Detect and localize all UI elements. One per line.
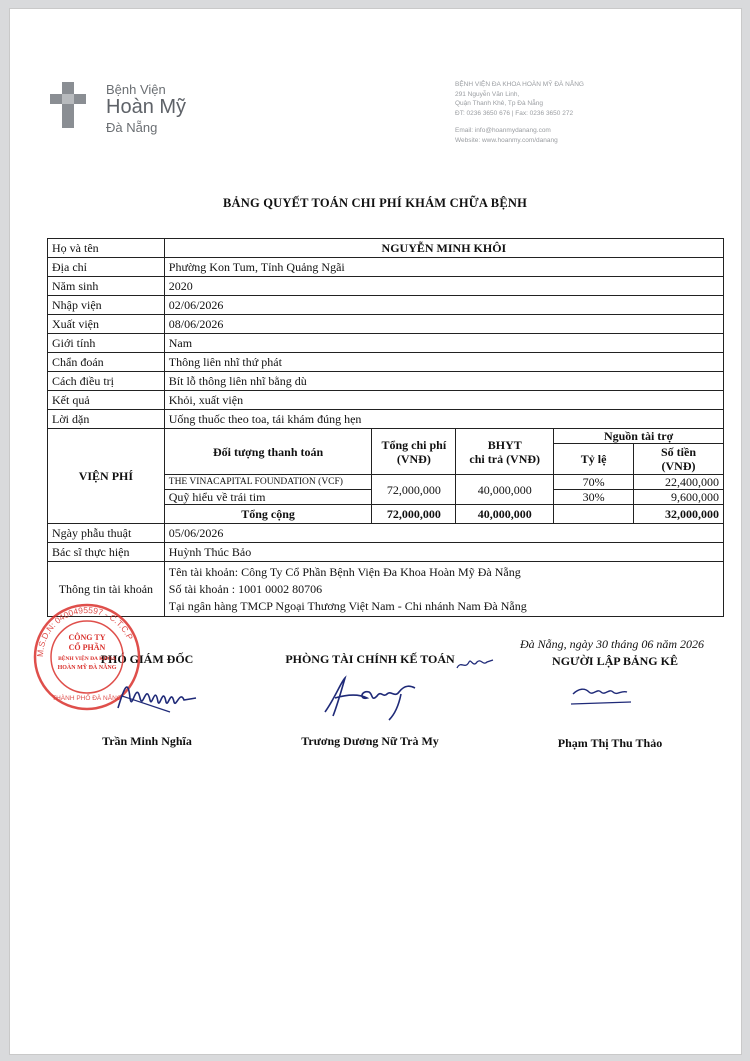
label-doctor: Bác sĩ thực hiện [48,543,165,562]
medical-cross-icon [48,80,96,132]
rate-sum-empty [554,505,634,524]
hospital-contact-info [455,80,715,145]
row-surgery-date [48,524,724,543]
logo-line-1: Bệnh Viện [106,82,166,97]
patient-address: Phường Kon Tum, Tỉnh Quảng Ngãi [164,258,723,277]
signing-date: Đà Nẵng, ngày 30 tháng 06 năm 2026 [520,637,704,651]
label-result: Kết quả [48,391,165,410]
hospital-name: BỆNH VIỆN ĐA KHOA HOÀN MỸ ĐÀ NẴNG [455,81,584,88]
total-cost-sum: 72,000,000 [372,505,456,524]
vice-director-name: Trần Minh Nghĩa [102,734,192,748]
payer-heart-fund: Quỹ hiểu về trái tim [164,490,372,505]
row-result [48,391,724,410]
col-bhyt [456,429,554,475]
stamp-center-4: HOÀN MỸ ĐÀ NẴNG [57,665,117,671]
col-total-cost [372,429,456,475]
label-name: Họ và tên [48,239,165,258]
stamp-center-2: CỔ PHẦN [68,643,106,652]
label-surgery-date: Ngày phẫu thuật [48,524,165,543]
bank-account-number: Số tài khoản : 1001 0002 80706 [168,581,323,596]
col-amount-line2: (VNĐ) [661,459,696,473]
treatment: Bít lỗ thông liên nhĩ bằng dù [164,372,723,391]
hospital-address-1: 291 Nguyễn Văn Linh, [455,90,520,98]
stamp-center-3: BỆNH VIỆN ĐA KHOA [58,656,116,662]
row-doctor [48,543,724,562]
stamp-center-1: CÔNG TY [68,633,106,642]
accounting-initials [455,652,495,674]
label-treatment: Cách điều trị [48,372,165,391]
row-gender [48,334,724,353]
logo-line-2: Hoàn Mỹ [106,96,187,118]
fee-header-row-1 [48,429,724,444]
amount-vcf: 22,400,000 [634,475,724,490]
settlement-table [47,238,724,617]
col-bhyt-line1: BHYT [487,437,522,452]
payer-vcf: THE VINACAPITAL FOUNDATION (VCF) [164,475,372,490]
bhyt-sum: 40,000,000 [456,505,554,524]
preparer-name: Phạm Thị Thu Thảo [557,736,663,750]
col-total-cost-line2: (VNĐ) [396,451,431,466]
document-title: BẢNG QUYẾT TOÁN CHI PHÍ KHÁM CHỮA BỆNH [222,196,528,210]
row-admit [48,296,724,315]
col-sponsor: Nguồn tài trợ [554,429,724,444]
label-address: Địa chỉ [48,258,165,277]
surgery-date: 05/06/2026 [164,524,723,543]
col-bhyt-line2: chi trả (VNĐ) [469,451,541,466]
col-payer: Đối tượng thanh toán [164,429,372,475]
row-address [48,258,724,277]
admit-date: 02/06/2026 [164,296,723,315]
accounting-name: Trương Dương Nữ Trà My [301,734,439,748]
col-total-cost-line1: Tổng chi phí [381,437,447,452]
col-amount [634,444,724,475]
total-cost-value: 72,000,000 [372,475,456,505]
patient-gender: Nam [164,334,723,353]
row-name [48,239,724,258]
col-rate: Tỷ lệ [554,444,634,475]
vice-director-title: PHÓ GIÁM ĐỐC [100,652,194,666]
rate-vcf: 70% [554,475,634,490]
discharge-date: 08/06/2026 [164,315,723,334]
row-bank [48,562,724,617]
advice: Uống thuốc theo toa, tái khám đúng hẹn [164,410,723,429]
preparer-title: NGƯỜI LẬP BẢNG KÊ [552,654,678,668]
row-discharge [48,315,724,334]
patient-birth-year: 2020 [164,277,723,296]
bank-info [164,562,723,617]
amount-sum: 32,000,000 [634,505,724,524]
bank-account-name: Tên tài khoản: Công Ty Cổ Phần Bệnh Viện Đa Khoa Hoàn Mỹ Đà Nẵng [168,564,521,579]
hospital-phone: ĐT: 0236 3650 676 | Fax: 0236 3650 272 [455,109,574,117]
row-birth [48,277,724,296]
amount-heart-fund: 9,600,000 [634,490,724,505]
accounting-signature [315,668,425,724]
accounting-title: PHÒNG TÀI CHÍNH KẾ TOÁN [285,652,455,666]
preparer-signature [565,680,645,714]
result: Khỏi, xuất viện [164,391,723,410]
logo-line-3: Đà Nẵng [106,120,158,135]
stamp-ring-text: M.S.D.N: 0400495597 - C.T.C.P [34,604,136,658]
row-treatment [48,372,724,391]
label-discharge: Xuất viện [48,315,165,334]
label-gender: Giới tính [48,334,165,353]
total-label: Tổng cộng [164,505,372,524]
patient-name: NGUYỄN MINH KHÔI [164,239,723,258]
bhyt-value: 40,000,000 [456,475,554,505]
label-birth: Năm sinh [48,277,165,296]
label-admit: Nhập viện [48,296,165,315]
hospital-email: Email: info@hoanmydanang.com [455,127,551,134]
rate-heart-fund: 30% [554,490,634,505]
fee-section-label: VIỆN PHÍ [48,429,165,524]
col-amount-line1: Số tiền [661,445,697,459]
hospital-website: Website: www.hoanmy.com/danang [455,136,558,144]
doctor-name: Huỳnh Thúc Bảo [164,543,723,562]
vice-director-signature [110,668,200,718]
bank-branch: Tại ngân hàng TMCP Ngoại Thương Việt Nam - Chi nhánh Nam Đà Nẵng [168,598,527,613]
row-diagnosis [48,353,724,372]
stamp-bottom-text: THÀNH PHỐ ĐÀ NẴNG [52,695,122,702]
hospital-logo [48,80,208,140]
label-diagnosis: Chẩn đoán [48,353,165,372]
label-bank: Thông tin tài khoản [48,562,165,617]
row-advice [48,410,724,429]
label-advice: Lời dặn [48,410,165,429]
hospital-address-2: Quận Thanh Khê, Tp Đà Nẵng [455,100,543,107]
diagnosis: Thông liên nhĩ thứ phát [164,353,723,372]
